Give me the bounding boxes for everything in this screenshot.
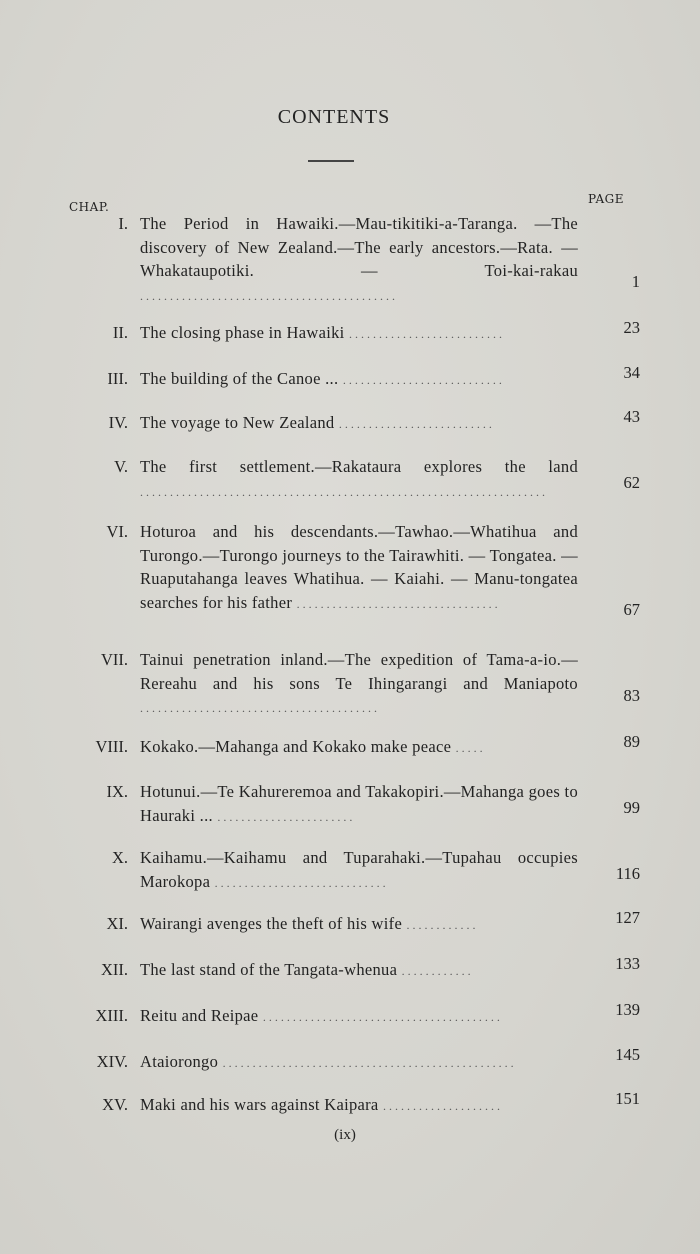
chapter-number: XIII. <box>95 1006 128 1025</box>
chapter-number: IX. <box>106 782 128 801</box>
page-number: 62 <box>623 473 640 492</box>
page-number: 99 <box>623 798 640 817</box>
page-number: 1 <box>631 272 640 291</box>
chapter-title: The first settlement.—Rakataura explores the land .................................................................... <box>140 457 578 499</box>
page-number: 23 <box>623 318 640 337</box>
chapter-number: VI. <box>106 522 128 541</box>
page-number: 116 <box>615 864 640 883</box>
chapter-number: III. <box>107 369 128 388</box>
chapter-title: Wairangi avenges the theft of his wife ............ <box>140 914 479 933</box>
page-number: 83 <box>623 686 640 705</box>
chapter-number: XII. <box>100 960 128 979</box>
page-number: 127 <box>615 908 640 927</box>
toc-entry <box>60 212 640 302</box>
chapter-number: IV. <box>108 413 128 432</box>
chapter-title: The voyage to New Zealand .......................... <box>140 413 495 432</box>
chapter-number: XIV. <box>96 1052 128 1071</box>
page-number: 145 <box>615 1045 640 1064</box>
chapter-title: Hotunui.—Te Kahureremoa and Takakopiri.—Mahanga goes to Hauraki ... ....................... <box>140 782 578 825</box>
page-folio: (ix) <box>334 1127 356 1143</box>
chapter-number: XV. <box>102 1095 128 1114</box>
page-number: 34 <box>623 363 640 382</box>
chapter-number: I. <box>118 214 128 233</box>
page-number: 151 <box>615 1089 640 1108</box>
page-number: 89 <box>623 732 640 751</box>
toc-entry <box>60 648 640 718</box>
chapter-title: Kaihamu.—Kaihamu and Tuparahaki.—Tupahau occupies Marokopa ............................. <box>140 848 578 891</box>
toc-entry <box>60 846 640 894</box>
chapter-title: The closing phase in Hawaiki .......................... <box>140 323 505 342</box>
toc-entry <box>60 455 640 503</box>
page-number: 139 <box>615 1000 640 1019</box>
chapter-column-header: CHAP. <box>69 200 110 214</box>
page-number: 133 <box>615 954 640 973</box>
chapter-number: II. <box>112 323 128 342</box>
chapter-title: Kokako.—Mahanga and Kokako make peace ..... <box>140 737 486 756</box>
chapter-number: VII. <box>100 650 128 669</box>
chapter-title: The building of the Canoe ... ........................... <box>140 369 505 388</box>
page-title: CONTENTS <box>277 106 391 128</box>
chapter-title: Ataiorongo ................................................. <box>140 1052 517 1071</box>
chapter-number: X. <box>111 848 128 867</box>
chapter-title: Tainui penetration inland.—The expedition of Tama-a-io.—Rereahu and his sons Te Ihingarangi and Maniapoto ........................................ <box>140 650 578 715</box>
chapter-title: The last stand of the Tangata-whenua ............ <box>140 960 474 979</box>
chapter-number: V. <box>114 457 128 476</box>
title-rule <box>308 160 354 162</box>
page-column-header: PAGE <box>588 192 624 206</box>
chapter-title: Hoturoa and his descendants.—Tawhao.—Whatihua and Turongo.—Turongo journeys to the Tairawhiti. — Tongatea. — Ruaputahanga leaves Whatihua. — Kaiahi. — Manu-tongatea searches for his father .................................. <box>140 522 578 612</box>
chapter-title: Reitu and Reipae ........................................ <box>140 1006 503 1025</box>
chapter-title: Maki and his wars against Kaipara .................... <box>140 1095 503 1114</box>
page-number: 43 <box>623 407 640 426</box>
toc-entry <box>60 780 640 828</box>
chapter-title: The Period in Hawaiki.—Mau-tikitiki-a-Taranga. —The discovery of New Zealand.—The early ancestors.—Rata. — Whakataupotiki. — Toi-kai-rakau ........................................... <box>140 214 578 303</box>
page-number: 67 <box>623 600 640 619</box>
chapter-number: VIII. <box>95 737 128 756</box>
toc-entry <box>60 520 640 635</box>
chapter-number: XI. <box>106 914 128 933</box>
